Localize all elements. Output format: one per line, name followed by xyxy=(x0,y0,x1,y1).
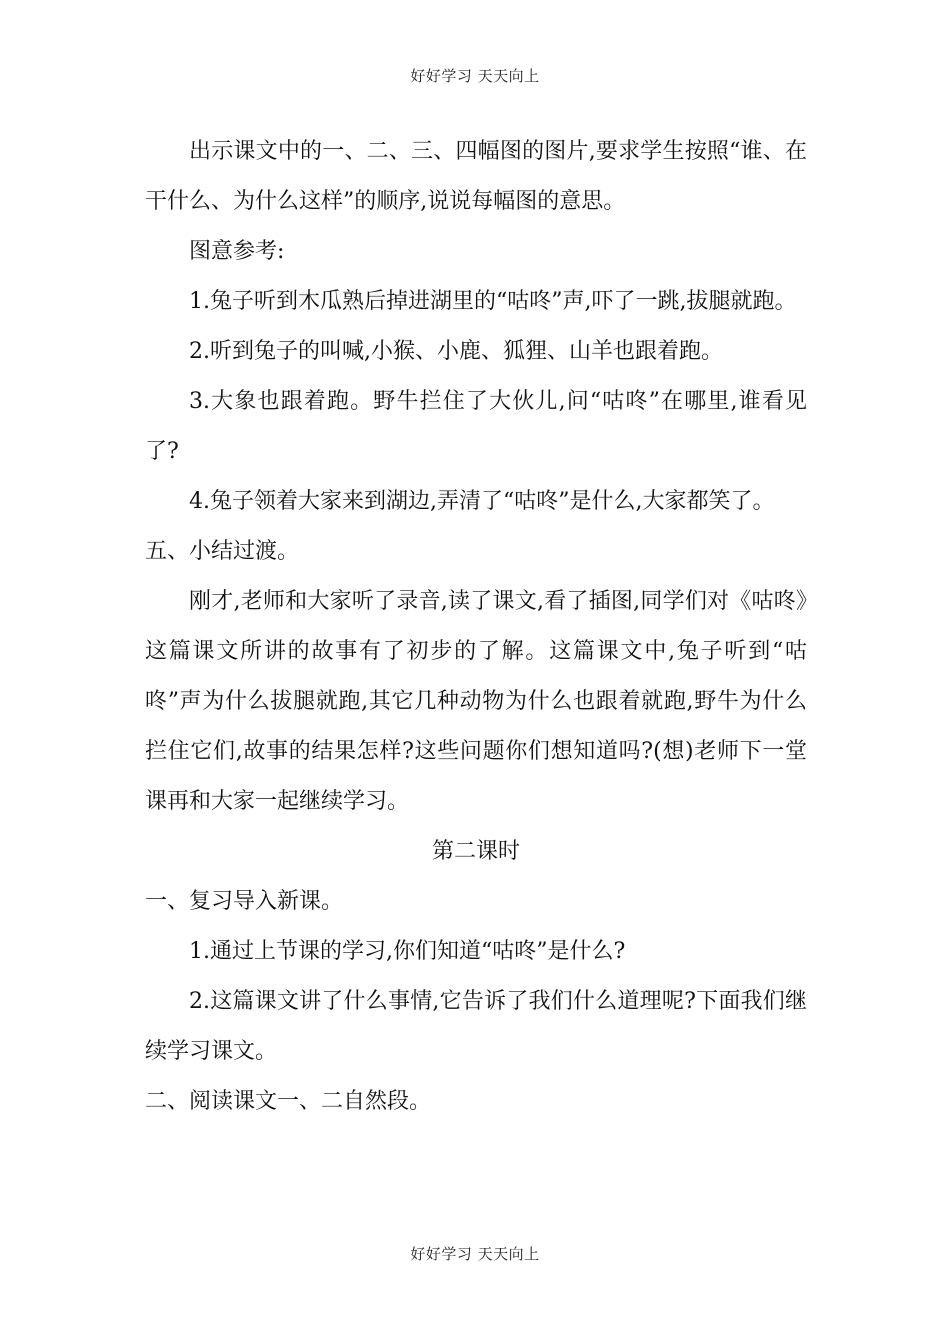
paragraph-picture-4: 4.兔子领着大家来到湖边,弄清了“咕咚”是什么,大家都笑了。 xyxy=(189,489,775,514)
paragraph-summary: 刚才,老师和大家听了录音,读了课文,看了插图,同学们对《咕咚》这篇课文所讲的故事有了初步的了解。这篇课文中,兔子听到“咕咚”声为什么拔腿就跑,其它几种动物为什么也跟着就跑,野牛为什么拦住它们,故事的结果怎样?这些问题你们想知道吗?(想)老师下一堂课再和大家一起继续学习。 xyxy=(145,589,807,814)
page-footer: 好好学习 天天向上 xyxy=(410,1245,540,1263)
paragraph-picture-1: 1.兔子听到木瓜熟后掉进湖里的“咕咚”声,吓了一跳,拔腿就跑。 xyxy=(189,289,797,314)
document-body xyxy=(145,127,807,1127)
paragraph-instruction: 出示课文中的一、二、三、四幅图的图片,要求学生按照“谁、在干什么、为什么这样”的顺序,说说每幅图的意思。 xyxy=(145,139,807,214)
paragraph-picture-2: 2.听到兔子的叫喊,小猴、小鹿、狐狸、山羊也跟着跑。 xyxy=(189,339,723,364)
section-heading-reading: 二、阅读课文一、二自然段。 xyxy=(145,1089,432,1114)
paragraph-review-question-2: 2.这篇课文讲了什么事情,它告诉了我们什么道理呢?下面我们继续学习课文。 xyxy=(145,989,807,1064)
section-heading-summary: 五、小结过渡。 xyxy=(145,539,300,564)
lesson-title: 第二课时 xyxy=(431,839,520,864)
section-heading-review: 一、复习导入新课。 xyxy=(145,889,344,914)
paragraph-review-question-1: 1.通过上节课的学习,你们知道“咕咚”是什么? xyxy=(189,939,626,964)
paragraph-reference-heading: 图意参考: xyxy=(189,239,285,264)
paragraph-picture-3: 3.大象也跟着跑。野牛拦住了大伙儿,问“咕咚”在哪里,谁看见了? xyxy=(145,389,807,464)
page-header: 好好学习 天天向上 xyxy=(410,67,540,85)
